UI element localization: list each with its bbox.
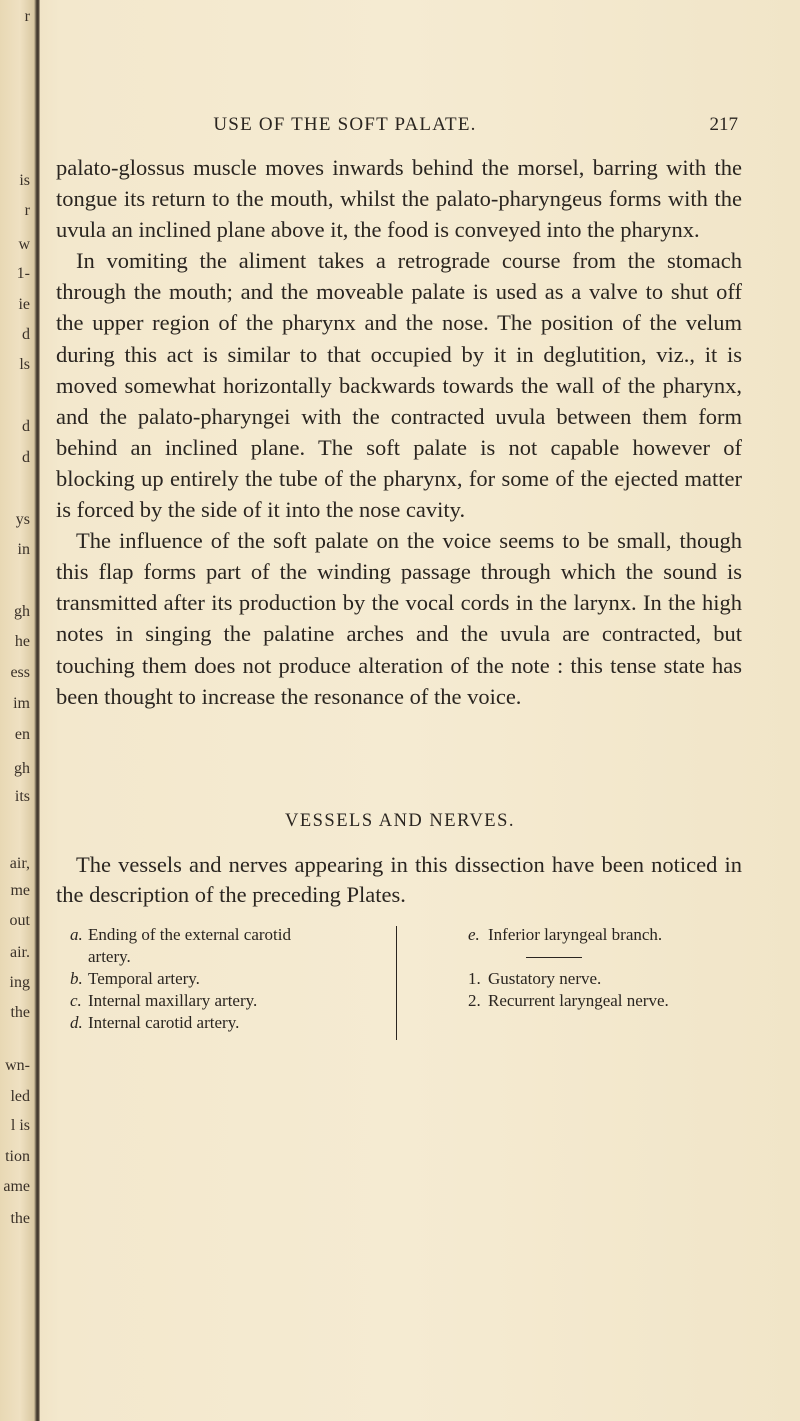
gutter-fragment: im: [13, 695, 30, 712]
gutter-fragment: d: [22, 418, 30, 435]
gutter-fragment: out: [9, 912, 30, 929]
gutter-fragment: r: [24, 8, 30, 25]
gutter-fragment: ys: [15, 511, 30, 528]
legend-item: [468, 968, 768, 990]
section-heading: VESSELS AND NERVES.: [284, 811, 516, 831]
page-number: 217: [709, 114, 738, 135]
gutter-fragment: 1-: [16, 265, 30, 282]
gutter-fragment: me: [10, 882, 30, 899]
running-head: USE OF THE SOFT PALATE.: [213, 114, 477, 135]
legend-key: 1.: [468, 969, 481, 988]
gutter-fragment: ing: [9, 974, 30, 991]
legend-text: Internal maxillary artery.: [88, 991, 258, 1010]
gutter-fragment: in: [17, 541, 30, 558]
legend-item: [70, 1012, 392, 1034]
gutter-fragment: ame: [3, 1178, 30, 1195]
gutter-fragment: air,: [9, 855, 30, 872]
page-header: [0, 114, 800, 144]
body-text: [56, 152, 742, 712]
legend-text: Gustatory nerve.: [488, 969, 602, 988]
legend-text: Ending of the external carotid: [88, 925, 291, 944]
gutter-fragment: tion: [5, 1148, 30, 1165]
gutter-fragment: the: [10, 1210, 30, 1227]
legend-text: Recurrent laryngeal nerve.: [488, 991, 669, 1010]
legend-item: [70, 924, 392, 946]
gutter-fragment: wn-: [5, 1057, 30, 1074]
legend-key: b.: [70, 969, 83, 988]
gutter-fragment: ls: [19, 356, 30, 373]
gutter-fragment: d: [22, 449, 30, 466]
legend-continuation: artery.: [88, 947, 131, 966]
legend-text: Inferior laryngeal branch.: [488, 925, 663, 944]
legend-text: Internal carotid artery.: [88, 1013, 240, 1032]
legend-key: d.: [70, 1013, 83, 1032]
gutter-fragment: is: [19, 172, 30, 189]
legend-item: [468, 924, 768, 946]
legend-nerves: [468, 924, 768, 1012]
legend-arteries: [70, 924, 392, 1034]
gutter-fragment: led: [10, 1088, 30, 1105]
gutter-fragment: en: [14, 726, 30, 743]
legend-key: a.: [70, 925, 83, 944]
gutter-fragment: ie: [18, 296, 30, 313]
gutter-fragment: d: [22, 326, 30, 343]
legend-item: [70, 968, 392, 990]
legend-divider: [396, 926, 397, 1040]
section-paragraph: The vessels and nerves appearing in this dissection have been noticed in the description of the preceding Plates.: [56, 852, 742, 907]
facing-page-fragments: [0, 0, 34, 1421]
legend-item: [70, 990, 392, 1012]
legend-key: e.: [468, 925, 480, 944]
gutter-fragment: l is: [10, 1117, 30, 1134]
gutter-fragment: ess: [10, 664, 30, 681]
gutter-fragment: gh: [14, 603, 30, 620]
legend-item: [468, 990, 768, 1012]
legend-text: Temporal artery.: [88, 969, 200, 988]
paragraph: The influence of the soft palate on the voice seems to be small, though this flap forms part of the winding passage through which the sound is transmitted after its production by the vocal cords in the larynx. In the high notes in singing the palatine arches and the uvula are contracted, but touching them does not produce alteration of the note : this tense state has been thought to increase the resonance of the voice.: [56, 528, 742, 709]
gutter-fragment: the: [10, 1004, 30, 1021]
legend-key: c.: [70, 991, 82, 1010]
legend-rule: [526, 957, 582, 958]
gutter-fragment: air.: [10, 944, 30, 961]
legend-key: 2.: [468, 991, 481, 1010]
gutter-fragment: its: [14, 788, 30, 805]
gutter-fragment: r: [24, 202, 30, 219]
gutter-fragment: he: [14, 633, 30, 650]
gutter-fragment: w: [18, 236, 30, 253]
paragraph: In vomiting the aliment takes a retrograde course from the stomach through the mouth; and the moveable palate is used as a valve to shut off the upper region of the pharynx and the nose. The position of the velum during this act is similar to that occupied by it in deglutition, viz., it is moved somewhat horizontally backwards towards the wall of the pharynx, and the palato-pharyngei with the contracted uvula between them form behind an inclined plane. The soft palate is not capable however of blocking up entirely the tube of the pharynx, for some of the ejected matter is forced by the side of it into the nose cavity.: [56, 248, 742, 523]
gutter-fragment: gh: [14, 760, 30, 777]
paragraph: palato-glossus muscle moves inwards behind the morsel, barring with the tongue its return to the mouth, whilst the palato-pharyngeus forms with the uvula an inclined plane above it, the food is conveyed into the pharynx.: [56, 155, 742, 243]
